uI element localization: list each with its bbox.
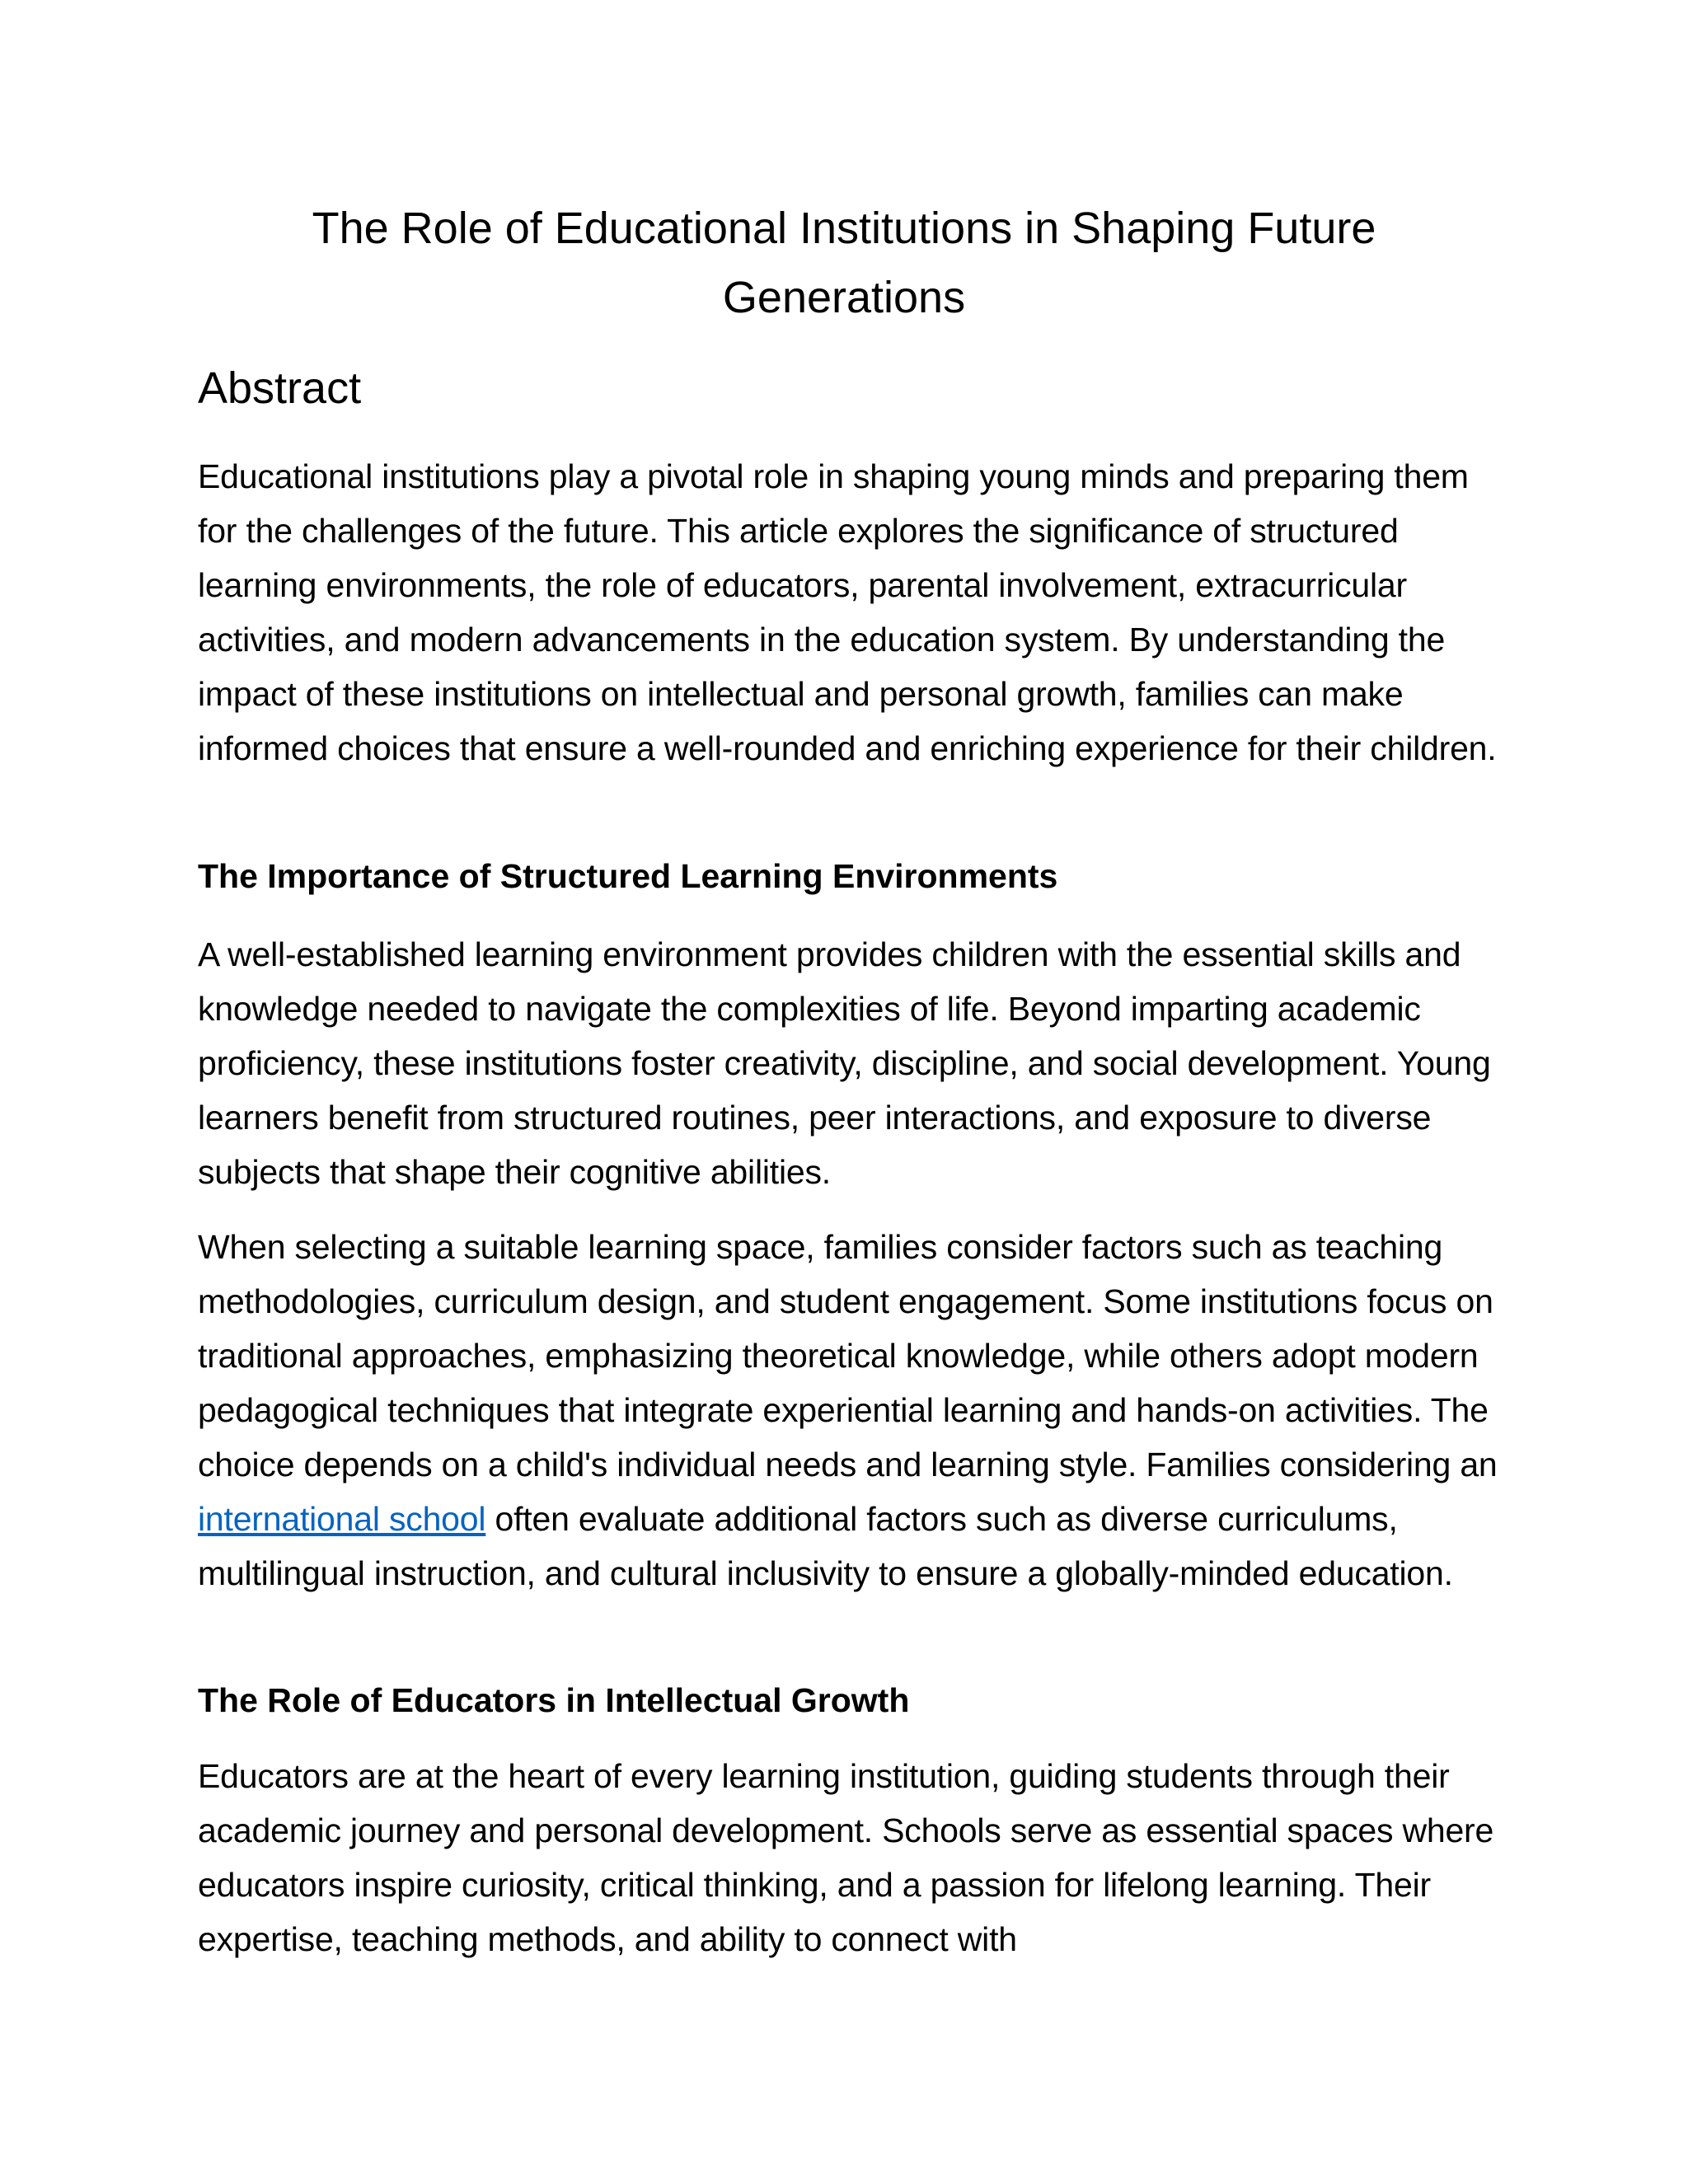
structured-learning-paragraph-1: A well-established learning environment provides children with the essential skills and knowledge needed to navigate the complexities of life. Beyond imparting academic proficiency, these institutions foster creativity, discipline, and social development. Young learners benefit from structured routines, peer interactions, and exposure to diverse subjects that shape their cognitive abilities. xyxy=(198,935,1491,1191)
abstract-paragraph: Educational institutions play a pivotal role in shaping young minds and preparing them for the challenges of the future. This article explores the significance of structured learning environments, the role of educators, parental involvement, extracurricular activities, and modern advancements in the education system. By understanding the impact of these institutions on intellectual and personal growth, families can make informed choices that ensure a well-rounded and enriching experience for their children. xyxy=(198,457,1497,767)
international-school-link[interactable]: international school xyxy=(198,1500,486,1538)
document-title: The Role of Educational Institutions in Shaping Future Generations xyxy=(312,204,1376,322)
structured-learning-paragraph-2-text-after-link: often evaluate additional factors such as diverse curriculums, multilingual instruction, and cultural inclusivity to ensure a globally-minded education. xyxy=(198,1500,1453,1592)
abstract-heading: Abstract xyxy=(198,363,362,413)
structured-learning-paragraph-2-text-before-link: When selecting a suitable learning space, families consider factors such as teaching methodologies, curriculum design, and student engagement. Some institutions focus on traditional approaches, emphasizing theoretical knowledge, while others adopt modern pedagogical techniques that integrate experiential learning and hands-on activities. The choice depends on a child's individual needs and learning style. Families considering an xyxy=(198,1228,1498,1483)
educators-paragraph-1: Educators are at the heart of every learning institution, guiding students through their academic journey and personal development. Schools serve as essential spaces where educators inspire curiosity, critical thinking, and a passion for lifelong learning. Their expertise, teaching methods, and ability to connect with xyxy=(198,1757,1494,1958)
section-heading-educators: The Role of Educators in Intellectual Growth xyxy=(198,1681,910,1719)
section-heading-structured-learning: The Importance of Structured Learning Environments xyxy=(198,857,1058,895)
structured-learning-paragraph-2 xyxy=(198,1220,1500,1601)
